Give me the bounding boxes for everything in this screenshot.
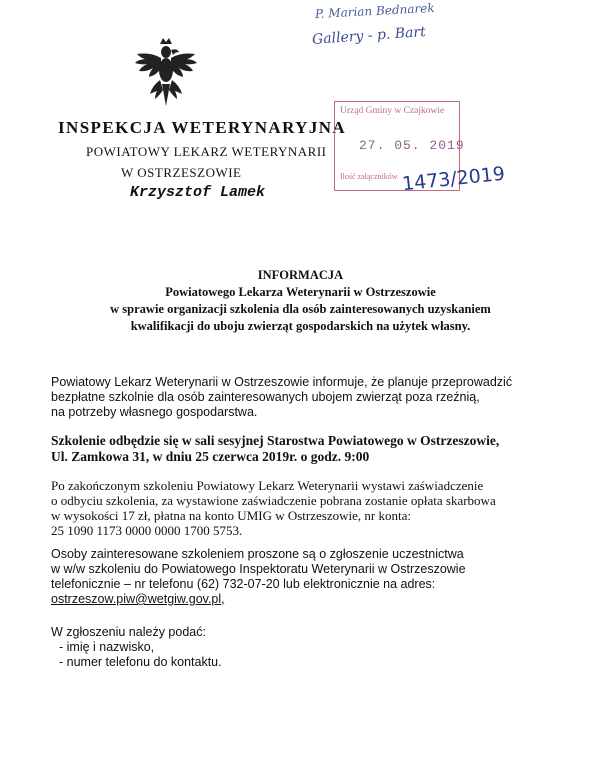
list-item: - imię i nazwisko, [59,640,155,654]
paragraph-line: o odbyciu szkolenia, za wystawione zaświadczenie pobrana zostanie opłata skarbowa [51,493,496,508]
list-item: - numer telefonu do kontaktu. [59,655,222,669]
title-line-1: Powiatowego Lekarza Weterynarii w Ostrzeszowie [165,285,436,299]
paragraph-announcement [51,375,512,420]
paragraph-line: na potrzeby własnego gospodarstwa. [51,405,258,419]
institution-title: INSPEKCJA WETERYNARYJNA [58,118,347,137]
paragraph-line: Szkolenie odbędzie się w sali sesyjnej Starostwa Powiatowego w Ostrzeszowie, [51,433,500,448]
title-line-2: w sprawie organizacji szkolenia dla osób zainteresowanych uzyskaniem [110,302,491,316]
document-heading: INFORMACJA [257,268,344,282]
stamp-office: Urząd Gminy w Czajkowie [340,106,445,116]
paragraph-line: w wysokości 17 zł, płatna na konto UMIG w Ostrzeszowie, nr konta: [51,508,411,523]
handwritten-note-signature: Gallery - p. Bart [311,24,427,48]
paragraph-line: telefonicznie – nr telefonu (62) 732-07-20 lub elektronicznie na adres: [51,577,436,591]
paragraph-line: w w/w szkoleniu do Powiatowego Inspektoratu Weterynarii w Ostrzeszowie [51,562,466,576]
account-number: 25 1090 1173 0000 0000 1700 5753. [51,523,243,538]
polish-eagle-emblem [133,36,199,112]
paragraph-line: bezpłatne szkolnie dla osób zainteresowanych ubojem zwierząt poza rzeźnią, [51,390,480,404]
paragraph-line: Po zakończonym szkoleniu Powiatowy Lekarz Weterynarii wystawi zaświadczenie [51,478,484,493]
paragraph-line: Powiatowy Lekarz Weterynarii w Ostrzeszowie informuje, że planuje przeprowadzić [51,375,513,389]
handwritten-note-recipient: P. Marian Bednarek [314,0,435,22]
officer-name: Krzysztof Lamek [130,184,266,201]
paragraph-training-details [51,433,499,465]
paragraph-line: W zgłoszeniu należy podać: [51,625,206,639]
stamp-registration-number: 1473/2019 [401,162,506,196]
stamp-date: 27. 05. 2019 [359,138,465,153]
title-line-3: kwalifikacji do uboju zwierząt gospodarskich na użytek własny. [130,319,471,333]
office-line-2: W OSTRZESZOWIE [121,165,242,180]
email-link[interactable]: ostrzeszow.piw@wetgiw.gov.pl, [51,592,225,606]
office-line-1: POWIATOWY LEKARZ WETERYNARII [86,144,327,159]
paragraph-line: Ul. Zamkowa 31, w dniu 25 czerwca 2019r. o godz. 9:00 [51,449,370,464]
paragraph-registration [51,547,466,607]
stamp-footer: Ilość załączników [340,172,398,181]
paragraph-line: Osoby zainteresowane szkoleniem proszone są o zgłoszenie uczestnictwa [51,547,464,561]
paragraph-required-info [51,625,222,670]
paragraph-certificate-fee [51,478,496,538]
